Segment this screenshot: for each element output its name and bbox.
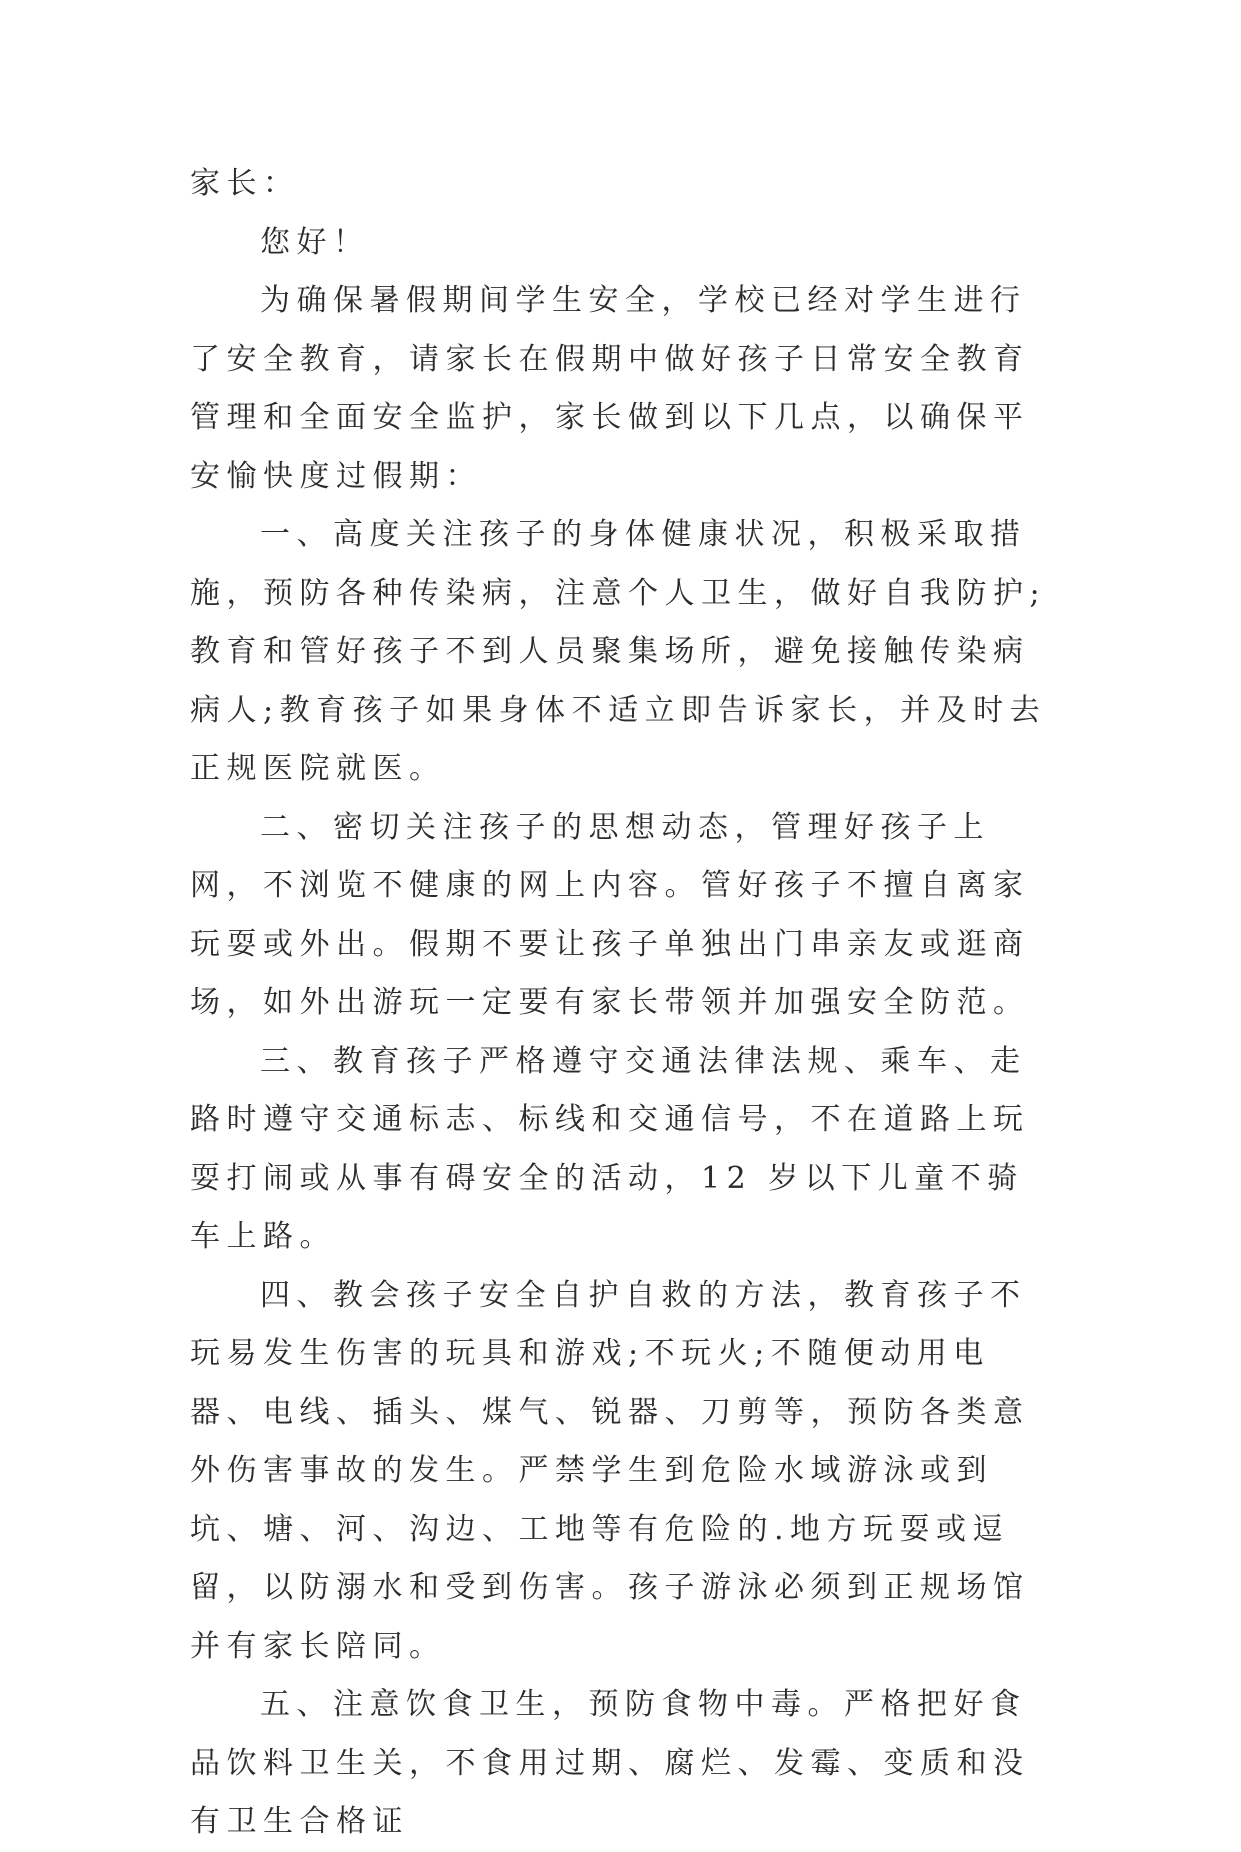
point-one-paragraph: 一、高度关注孩子的身体健康状况，积极采取措施，预防各种传染病，注意个人卫生，做好自我防护;教育和管好孩子不到人员聚集场所，避免接触传染病病人;教育孩子如果身体不适立即告诉家长，并及时去正规医院就医。	[190, 517, 1047, 786]
intro-paragraph: 为确保暑假期间学生安全，学校已经对学生进行了安全教育，请家长在假期中做好孩子日常安全教育管理和全面安全监护，家长做到以下几点，以确保平安愉快度过假期：	[190, 283, 1030, 494]
point-four-paragraph: 四、教会孩子安全自护自救的方法，教育孩子不玩易发生伤害的玩具和游戏;不玩火;不随便动用电器、电线、插头、煤气、锐器、刀剪等，预防各类意外伤害事故的发生。严禁学生到危险水域游泳或到坑、塘、河、沟边、工地等有危险的.地方玩耍或逗留，以防溺水和受到伤害。孩子游泳必须到正规场馆并有家长陪同。	[190, 1277, 1030, 1664]
greeting: 您好！	[260, 224, 370, 260]
salutation: 家长：	[190, 166, 300, 201]
point-three-paragraph: 三、教育孩子严格遵守交通法律法规、乘车、走路时遵守交通标志、标线和交通信号，不在道路上玩耍打闹或从事有碍安全的活动，12 岁以下儿童不骑车上路。	[190, 1043, 1030, 1254]
point-two-paragraph: 二、密切关注孩子的思想动态，管理好孩子上网，不浏览不健康的网上内容。管好孩子不擅自离家玩耍或外出。假期不要让孩子单独出门串亲友或逛商场，如外出游玩一定要有家长带领并加强安全防范。	[190, 809, 1030, 1020]
letter-page	[190, 155, 1060, 1852]
point-five-paragraph: 五、注意饮食卫生，预防食物中毒。严格把好食品饮料卫生关，不食用过期、腐烂、发霉、变质和没有卫生合格证	[190, 1687, 1030, 1839]
